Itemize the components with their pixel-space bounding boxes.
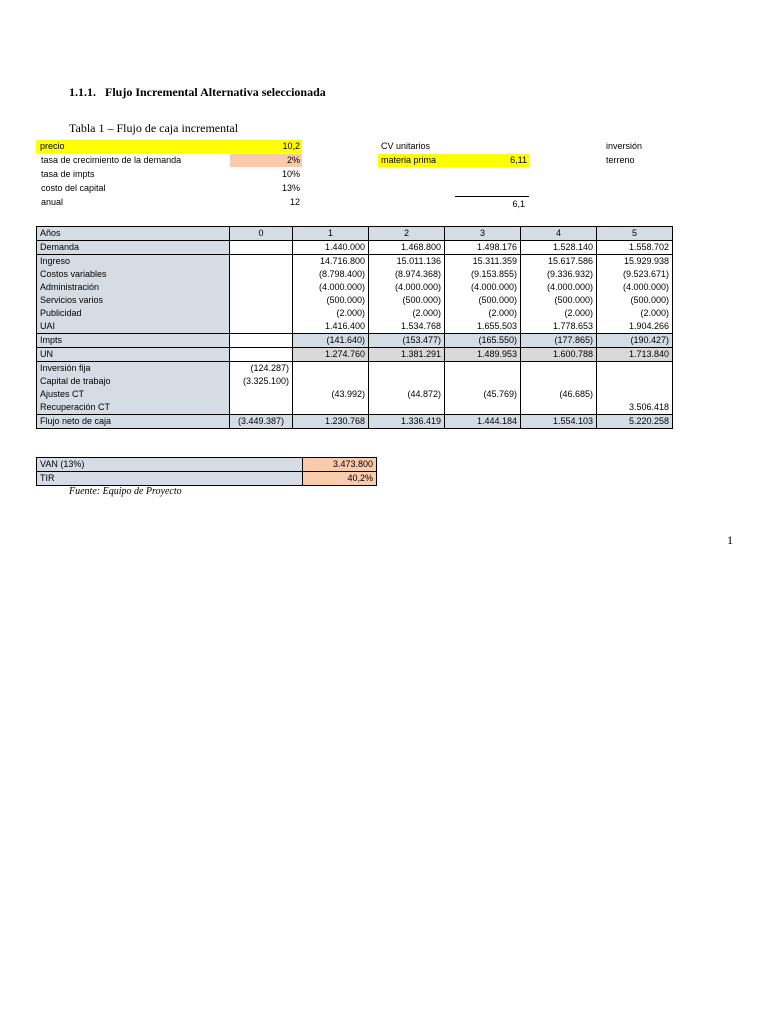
row-label: Impts [37,334,230,348]
table-cell: 1.274.760 [293,348,369,362]
page-number: 1 [727,533,733,547]
table-cell: (45.769) [445,388,521,401]
table-cell [445,375,521,388]
param-value-precio: 10,2 [230,140,302,153]
header-cell: 5 [597,227,673,241]
param-value-costo-capital: 13% [281,183,300,193]
table-cell: (44.872) [369,388,445,401]
row-label: Ingreso [37,255,230,269]
table-cell: 1.655.503 [445,320,521,334]
table-cell [230,334,293,348]
table-cell [230,268,293,281]
table-cell: 1.468.800 [369,241,445,255]
table-cell [369,401,445,415]
row-label: Costos variables [37,268,230,281]
table-row [37,320,673,334]
table-cell: 1.778.653 [521,320,597,334]
summary-label: VAN (13%) [37,458,303,472]
table-cell: (9.153.855) [445,268,521,281]
table-row [37,307,673,320]
table-cell [293,362,369,376]
table-cell: 1.444.184 [445,415,521,429]
table-cell: (190.427) [597,334,673,348]
table-cell [445,401,521,415]
table-cell: 1.336.419 [369,415,445,429]
row-label: Demanda [37,241,230,255]
table-cell: (153.477) [369,334,445,348]
section-number: 1.1.1. [69,85,96,99]
row-label: Flujo neto de caja [37,415,230,429]
param-label-precio: precio [36,140,230,153]
table-cell: 15.929.938 [597,255,673,269]
param-label-anual: anual [41,197,64,207]
table-cell: (4.000.000) [369,281,445,294]
cv-mp-label: materia prima [378,154,527,167]
table-cell [597,375,673,388]
table-cell: 15.617.586 [521,255,597,269]
table-row [37,388,673,401]
row-label: Ajustes CT [37,388,230,401]
table-row [37,268,673,281]
inversion-item: terreno [606,155,635,165]
table-cell: (3.449.387) [230,415,293,429]
summary-label: TIR [37,472,303,486]
cv-total: 6,1 [512,199,525,209]
row-label: Administración [37,281,230,294]
table-cell: (4.000.000) [597,281,673,294]
header-cell: 4 [521,227,597,241]
table-cell: (500.000) [521,294,597,307]
table-cell [521,362,597,376]
cv-title: CV unitarios [381,141,431,151]
table-cell: 1.554.103 [521,415,597,429]
table-cell: 5.220.258 [597,415,673,429]
table-cell: (9.523.671) [597,268,673,281]
table-cell [521,375,597,388]
table-cell: 1.600.788 [521,348,597,362]
table-cell [230,294,293,307]
table-row-impts [37,334,673,348]
header-cell: Años [37,227,230,241]
table-cell: (500.000) [445,294,521,307]
table-row-flujo-neto [37,415,673,429]
inversion-label: inversión [606,141,643,151]
row-label: UN [37,348,230,362]
table-row [37,401,673,415]
table-cell: (46.685) [521,388,597,401]
header-cell: 3 [445,227,521,241]
table-header-row [37,227,673,241]
table-cell: 1.416.400 [293,320,369,334]
table-cell [230,348,293,362]
table-cell: 14.716.800 [293,255,369,269]
table-cell: (500.000) [293,294,369,307]
table-cell [521,401,597,415]
cv-mp-value: 6,11 [455,154,530,167]
param-value-anual: 12 [289,197,300,207]
param-label-crecimiento: tasa de crecimiento de la demanda [41,155,182,165]
table-cell: (3.325.100) [230,375,293,388]
row-label: Recuperación CT [37,401,230,415]
table-cell [369,375,445,388]
table-cell: 15.311.359 [445,255,521,269]
param-label-costo-capital: costo del capital [41,183,106,193]
table-cell: (8.974.368) [369,268,445,281]
table-cell: (500.000) [369,294,445,307]
table-row-demanda [37,241,673,255]
table-cell: (2.000) [293,307,369,320]
sum-underline [455,196,529,197]
summary-row-tir [37,472,377,486]
table-cell: (9.336.932) [521,268,597,281]
table-cell: 1.440.000 [293,241,369,255]
table-cell [230,281,293,294]
header-cell: 1 [293,227,369,241]
table-cell: 1.489.953 [445,348,521,362]
table-cell: (2.000) [445,307,521,320]
row-label: UAI [37,320,230,334]
table-cell [230,241,293,255]
source-note: Fuente: Equipo de Proyecto [69,486,182,497]
table-cell: 1.498.176 [445,241,521,255]
table-cell: (124.287) [230,362,293,376]
table-cell [230,388,293,401]
table-cell: (177.865) [521,334,597,348]
param-value-crecimiento: 2% [230,154,302,167]
table-cell: 1.230.768 [293,415,369,429]
summary-table [36,457,377,486]
row-label: Publicidad [37,307,230,320]
table-caption: Tabla 1 – Flujo de caja incremental [69,121,239,135]
table-row [37,294,673,307]
table-cell: 1.713.840 [597,348,673,362]
row-label: Capital de trabajo [37,375,230,388]
table-cell: (2.000) [369,307,445,320]
table-cell: (165.550) [445,334,521,348]
table-cell: (4.000.000) [445,281,521,294]
param-label-impts: tasa de impts [41,169,95,179]
table-cell [230,401,293,415]
table-cell [230,307,293,320]
row-label: Inversión fija [37,362,230,376]
section-heading [69,85,326,100]
table-row-un [37,348,673,362]
table-cell: (141.640) [293,334,369,348]
summary-value: 3.473.800 [303,458,377,472]
table-cell: (4.000.000) [293,281,369,294]
table-row [37,375,673,388]
table-cell [293,375,369,388]
table-row [37,362,673,376]
table-cell [369,362,445,376]
table-cell: 15.011.136 [369,255,445,269]
table-cell: 1.904.266 [597,320,673,334]
table-cell: 1.528.140 [521,241,597,255]
table-cell: (2.000) [597,307,673,320]
table-cell: (2.000) [521,307,597,320]
header-cell: 0 [230,227,293,241]
table-cell: 1.558.702 [597,241,673,255]
table-cell: 1.534.768 [369,320,445,334]
table-cell: (43.992) [293,388,369,401]
param-value-impts: 10% [281,169,300,179]
summary-row-van [37,458,377,472]
table-cell [293,401,369,415]
table-cell [230,320,293,334]
row-label: Servicios varios [37,294,230,307]
table-cell [597,388,673,401]
table-row [37,255,673,269]
table-cell: 1.381.291 [369,348,445,362]
table-cell: 3.506.418 [597,401,673,415]
table-cell: (4.000.000) [521,281,597,294]
summary-value: 40,2% [303,472,377,486]
table-cell: (500.000) [597,294,673,307]
table-cell [445,362,521,376]
table-cell [597,362,673,376]
section-title: Flujo Incremental Alternativa seleccionada [105,85,326,99]
table-cell: (8.798.400) [293,268,369,281]
header-cell: 2 [369,227,445,241]
cash-flow-table [36,226,673,429]
table-row [37,281,673,294]
table-cell [230,255,293,269]
